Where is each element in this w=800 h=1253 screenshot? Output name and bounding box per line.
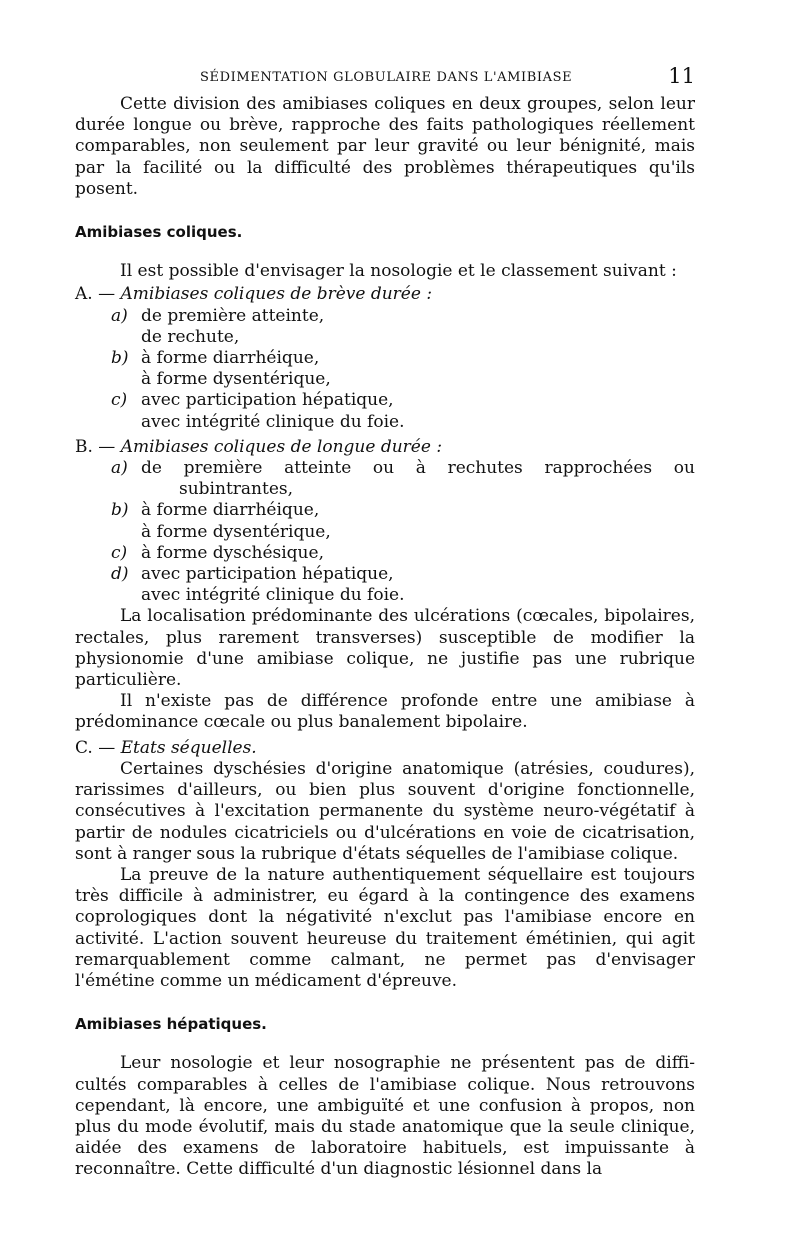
running-header xyxy=(75,64,695,92)
group-a-title: Amibiases coliques de brève durée : xyxy=(120,284,433,305)
list-line: à forme diarrhéique, xyxy=(141,500,320,521)
list-line: subintrantes, xyxy=(179,479,294,500)
page-number: 11 xyxy=(668,64,695,88)
list-line: de rechute, xyxy=(141,326,240,347)
document-page xyxy=(75,64,695,1181)
running-title: SÉDIMENTATION GLOBULAIRE DANS L'AMIBIASE xyxy=(200,70,573,85)
group-a-label: A. — xyxy=(75,284,116,305)
list-marker: a) xyxy=(111,305,128,326)
paragraph-difference: Il n'existe pas de différence profonde entre une amibiase à prédominance cœcale ou plus banalement bipolaire. xyxy=(75,691,695,733)
list-item xyxy=(75,458,695,500)
paragraph-preuve: La preuve de la nature authentiquement séquellaire est toujours très difficile à administrer, eu égard à la contingence des examens coprologiques dont la négativité n'exclut pas l'amibiase encore en activité. L'action souvent heureuse du traitement émétinien, qui agit remarquablement comme calmant, ne permet pas d'envisager l'émétine comme un médicament d'épreuve. xyxy=(75,864,695,991)
body-text xyxy=(75,94,695,1181)
list-marker: c) xyxy=(111,542,128,563)
paragraph-dyschesies: Certaines dyschésies d'origine anatomique (atrésies, coudures), rarissimes d'ailleurs, ou bien plus souvent d'origine fonctionnelle, consécutives à l'excitation permanente du système neuro-végétatif à partir de nodules cicatriciels ou d'ulcérations en voie de cicatrisation, sont à ranger sous la rubrique d'états séquelles de l'amibiase colique. xyxy=(75,758,695,864)
list-marker: d) xyxy=(111,564,129,585)
list-marker: b) xyxy=(111,500,129,521)
list-line: à forme dyschésique, xyxy=(141,542,324,563)
group-c-label: C. — xyxy=(75,737,116,758)
list-line: de première atteinte, xyxy=(141,305,325,326)
paragraph-hepatiques: Leur nosologie et leur nosographie ne présentent pas de difficultés comparables à celles de l'amibiase colique. Nous retrouvons cependant, là encore, une ambiguïté et une confusion à propos, non plus du mode évolutif, mais du stade anatomique que la seule clinique, aidée des examens de laboratoire habituels, est impuissante à reconnaître. Cette difficulté d'un diagnostic lésionnel dans la xyxy=(75,1053,695,1180)
section-heading-amibiases-hepatiques: Amibiases hépatiques. xyxy=(75,1015,267,1034)
list-marker: b) xyxy=(111,348,129,369)
list-line: avec intégrité clinique du foie. xyxy=(141,585,405,606)
group-c-heading xyxy=(75,738,695,759)
section-heading-amibiases-coliques: Amibiases coliques. xyxy=(75,223,243,242)
list-item xyxy=(75,390,695,432)
list-line: avec participation hépatique, xyxy=(141,564,394,585)
group-a-list xyxy=(75,306,695,433)
list-marker: a) xyxy=(111,458,128,479)
list-item xyxy=(75,543,695,564)
group-b-heading xyxy=(75,437,695,458)
list-item xyxy=(75,500,695,542)
group-b-title: Amibiases coliques de longue durée : xyxy=(120,436,443,457)
group-b-list xyxy=(75,458,695,606)
list-item xyxy=(75,564,695,606)
list-line: avec participation hépatique, xyxy=(141,390,394,411)
list-item xyxy=(75,348,695,390)
list-line: à forme dysentérique, xyxy=(141,521,331,542)
paragraph-localisation: La localisation prédominante des ulcérations (cœcales, bipolaires, rectales, plus rarement transverses) susceptible de modifier la physionomie d'une amibiase colique, ne justifie pas une rubrique particulière. xyxy=(75,606,695,691)
group-b-label: B. — xyxy=(75,436,116,457)
intro-paragraph: Cette division des amibiases coliques en deux groupes, selon leur durée longue ou brève, rapproche des faits pathologiques réellement comparables, non seulement par leur gravité ou leur bénignité, mais par la facilité ou la difficulté des problèmes thérapeutiques qu'ils posent. xyxy=(75,94,695,199)
list-line: à forme diarrhéique, xyxy=(141,348,320,369)
group-a-heading xyxy=(75,284,695,305)
list-line: à forme dysentérique, xyxy=(141,369,331,390)
list-marker: c) xyxy=(111,390,128,411)
list-item xyxy=(75,306,695,348)
list-line: avec intégrité clinique du foie. xyxy=(141,411,405,432)
group-c-title: Etats séquelles. xyxy=(120,737,257,758)
classification-intro: Il est possible d'envisager la nosologie et le classement suivant : xyxy=(120,261,677,282)
list-line: de première atteinte ou à rechutes rapprochées ou xyxy=(141,458,695,479)
